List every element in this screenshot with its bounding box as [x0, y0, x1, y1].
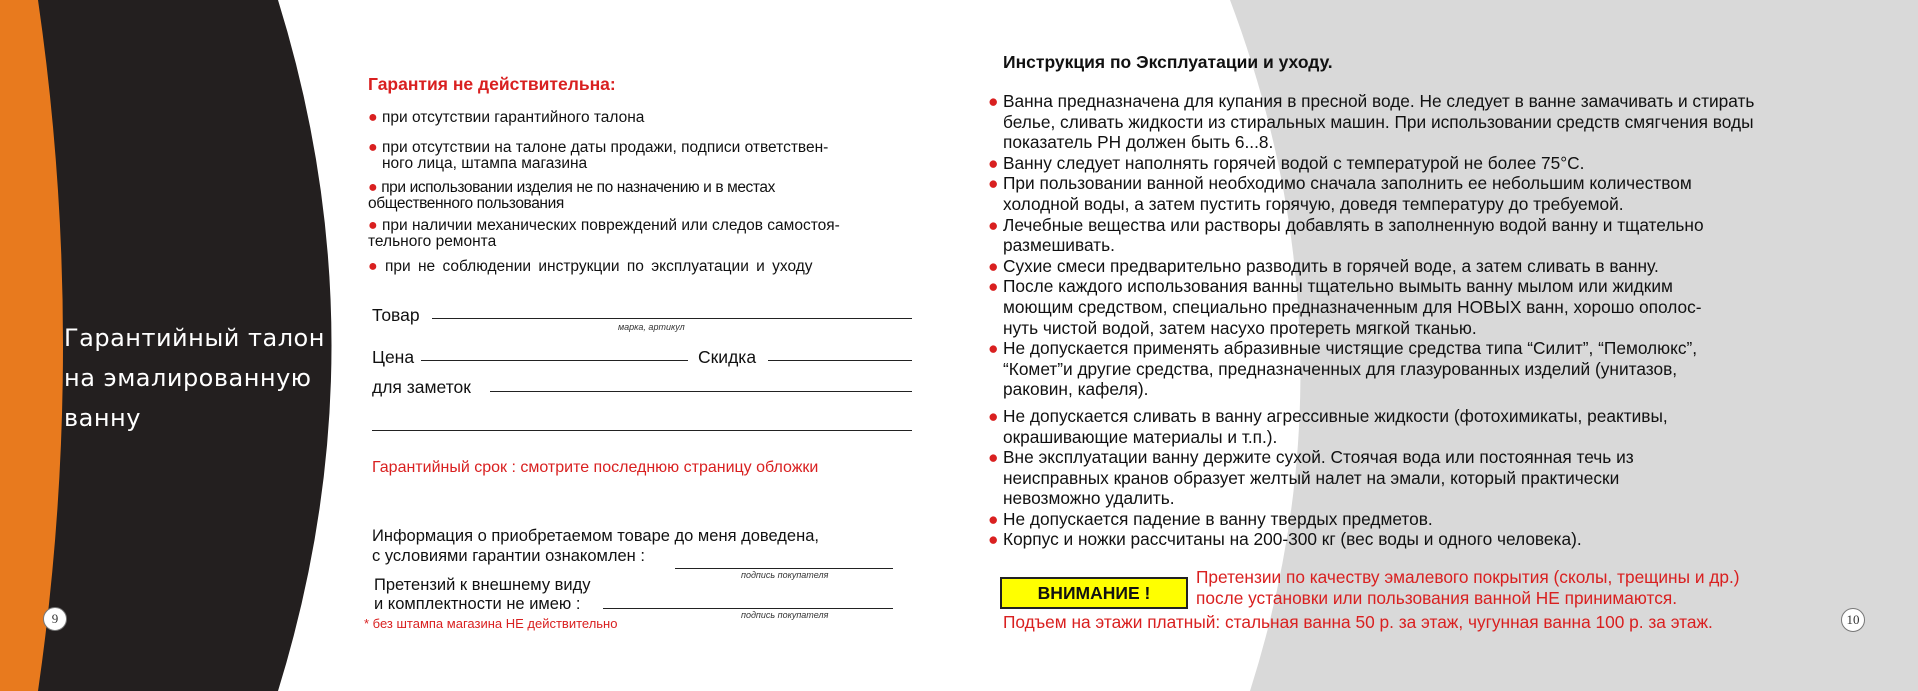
warranty-term-note: Гарантийный срок : смотрите последнюю страницу обложки	[372, 459, 819, 476]
signature-line-2[interactable]	[603, 608, 893, 609]
item-line: размешивать.	[1003, 235, 1115, 256]
info-text: с условиями гарантии ознакомлен :	[372, 547, 645, 565]
item-line: При пользовании ванной необходимо сначала заполнить ее небольшим количеством	[1003, 173, 1692, 194]
bullet-icon: ●	[988, 152, 999, 173]
bullet-icon: ●	[368, 179, 378, 196]
warning-text	[1196, 567, 1740, 609]
discount-input-line[interactable]	[768, 360, 912, 361]
price-input-line[interactable]	[421, 360, 688, 361]
warranty-bullet	[368, 140, 923, 172]
product-label: Товар	[372, 305, 420, 325]
item-line: моющим средством, специально предназначенным для НОВЫХ ванн, хорошо ополос-	[1003, 296, 1702, 317]
instructions-heading: Инструкция по Эксплуатации и уходу.	[1003, 52, 1333, 72]
item-line: Ванну следует наполнять горячей водой с температурой не более 75°С.	[1003, 152, 1585, 173]
product-hint: марка, артикул	[618, 322, 685, 332]
signature-line[interactable]	[675, 568, 893, 569]
claims-text: Претензий к внешнему виду	[374, 576, 591, 594]
bullet-icon: ●	[988, 173, 999, 194]
item-line: Корпус и ножки рассчитаны на 200-300 кг (вес воды и одного человека).	[1003, 529, 1582, 550]
cover-title-line: на эмалированную	[64, 364, 312, 392]
list-item	[988, 447, 1868, 509]
cover-title	[64, 318, 334, 438]
warranty-bullet	[368, 259, 923, 275]
item-line: невозможно удалить.	[1003, 488, 1175, 509]
item-line: После каждого использования ванны тщательно вымыть ванну мылом или жидким	[1003, 276, 1673, 297]
list-item	[988, 509, 1868, 530]
bullet-icon: ●	[988, 529, 999, 550]
cover-title-line: ванну	[64, 404, 141, 432]
bullet-text: при отсутствии гарантийного талона	[381, 109, 645, 126]
list-item	[988, 153, 1868, 174]
bullet-text: при не соблюдении инструкции по эксплуатации и уходу	[384, 258, 813, 275]
bullet-text: при наличии механических повреждений или следов самостоя-	[381, 217, 840, 234]
bullet-icon: ●	[988, 405, 999, 426]
list-item	[988, 173, 1868, 214]
product-input-line[interactable]	[432, 318, 912, 319]
bullet-icon: ●	[988, 447, 999, 468]
item-line: показатель PH должен быть 6...8.	[1003, 132, 1274, 153]
warranty-heading: Гарантия не действительна:	[368, 74, 616, 94]
list-item	[988, 91, 1868, 153]
bullet-icon: ●	[988, 91, 999, 111]
item-line: Ванна предназначена для купания в пресной воде. Не следует в ванне замачивать и стирать	[1003, 91, 1755, 111]
bullet-icon: ●	[988, 214, 999, 235]
list-item	[988, 215, 1868, 256]
page-number-right: 10	[1841, 608, 1865, 632]
notes-input-line-2[interactable]	[372, 430, 912, 431]
bullet-text: при отсутствии на талоне даты продажи, подписи ответствен-	[381, 139, 829, 156]
item-line: Не допускается сливать в ванну агрессивные жидкости (фотохимикаты, реактивы,	[1003, 405, 1668, 426]
item-line: раковин, кафеля).	[1003, 379, 1149, 400]
warranty-bullet	[368, 110, 923, 126]
item-line: Не допускается применять абразивные чистящие средства типа “Силит”, “Пемолюкс”,	[1003, 338, 1698, 359]
bullet-icon: ●	[368, 139, 378, 156]
bullet-text: общественного пользования	[368, 195, 564, 212]
bullet-text: ного лица, штампа магазина	[382, 155, 588, 172]
bullet-icon: ●	[988, 338, 999, 359]
bullet-icon: ●	[368, 109, 378, 126]
list-item	[988, 256, 1868, 277]
cover-title-line: Гарантийный талон	[64, 324, 325, 352]
warning-badge: ВНИМАНИЕ !	[1000, 577, 1188, 609]
list-item	[988, 276, 1868, 338]
bullet-icon: ●	[988, 276, 999, 297]
list-item	[988, 338, 1868, 400]
stamp-note: * без штампа магазина НЕ действительно	[364, 616, 618, 631]
page-number-left: 9	[43, 607, 67, 631]
bullet-icon: ●	[988, 255, 999, 276]
warranty-bullet	[368, 218, 923, 250]
price-label: Цена	[372, 347, 415, 367]
instructions-list	[988, 91, 1868, 550]
item-line: белье, сливать жидкости из стиральных машин. При использовании средств смягчения воды	[1003, 111, 1754, 132]
item-line: нуть чистой водой, затем насухо протереть мягкой тканью.	[1003, 317, 1477, 338]
item-line: Не допускается падение в ванну твердых предметов.	[1003, 508, 1433, 529]
item-line: Лечебные вещества или растворы добавлять в заполненную водой ванну и тщательно	[1003, 214, 1704, 235]
warning-line: Претензии по качеству эмалевого покрытия (сколы, трещины и др.)	[1196, 567, 1740, 587]
item-line: холодной воды, а затем пустить горячую, доведя температуру до требуемой.	[1003, 193, 1624, 214]
delivery-note: Подъем на этажи платный: стальная ванна 50 р. за этаж, чугунная ванна 100 р. за этаж.	[1003, 612, 1713, 632]
bullet-text: тельного ремонта	[368, 233, 497, 250]
item-line: неисправных кранов образует желтый налет на эмали, который практически	[1003, 467, 1620, 488]
info-text: Информация о приобретаемом товаре до меня доведена,	[372, 527, 819, 545]
bullet-icon: ●	[368, 258, 378, 275]
list-item	[988, 406, 1868, 447]
item-line: Вне эксплуатации ванну держите сухой. Стоячая вода или постоянная течь из	[1003, 447, 1634, 468]
notes-input-line[interactable]	[490, 391, 912, 392]
bullet-text: при использовании изделия не по назначению и в местах	[381, 179, 775, 196]
warranty-bullet	[368, 180, 923, 212]
item-line: Сухие смеси предварительно разводить в горячей воде, а затем сливать в ванну.	[1003, 255, 1659, 276]
signature-hint: подпись покупателя	[741, 610, 829, 620]
bullet-icon: ●	[368, 217, 378, 234]
notes-label: для заметок	[372, 377, 471, 397]
discount-label: Скидка	[698, 347, 757, 367]
claims-text: и комплектности не имею :	[374, 595, 581, 613]
signature-hint: подпись покупателя	[741, 570, 829, 580]
warning-line: после установки или пользования ванной НЕ принимаются.	[1196, 588, 1678, 608]
list-item	[988, 529, 1868, 550]
bullet-icon: ●	[988, 508, 999, 529]
item-line: окрашивающие материалы и т.п.).	[1003, 426, 1278, 447]
item-line: “Комет”и другие средства, предназначенных для глазурованных изделий (унитазов,	[1003, 358, 1678, 379]
